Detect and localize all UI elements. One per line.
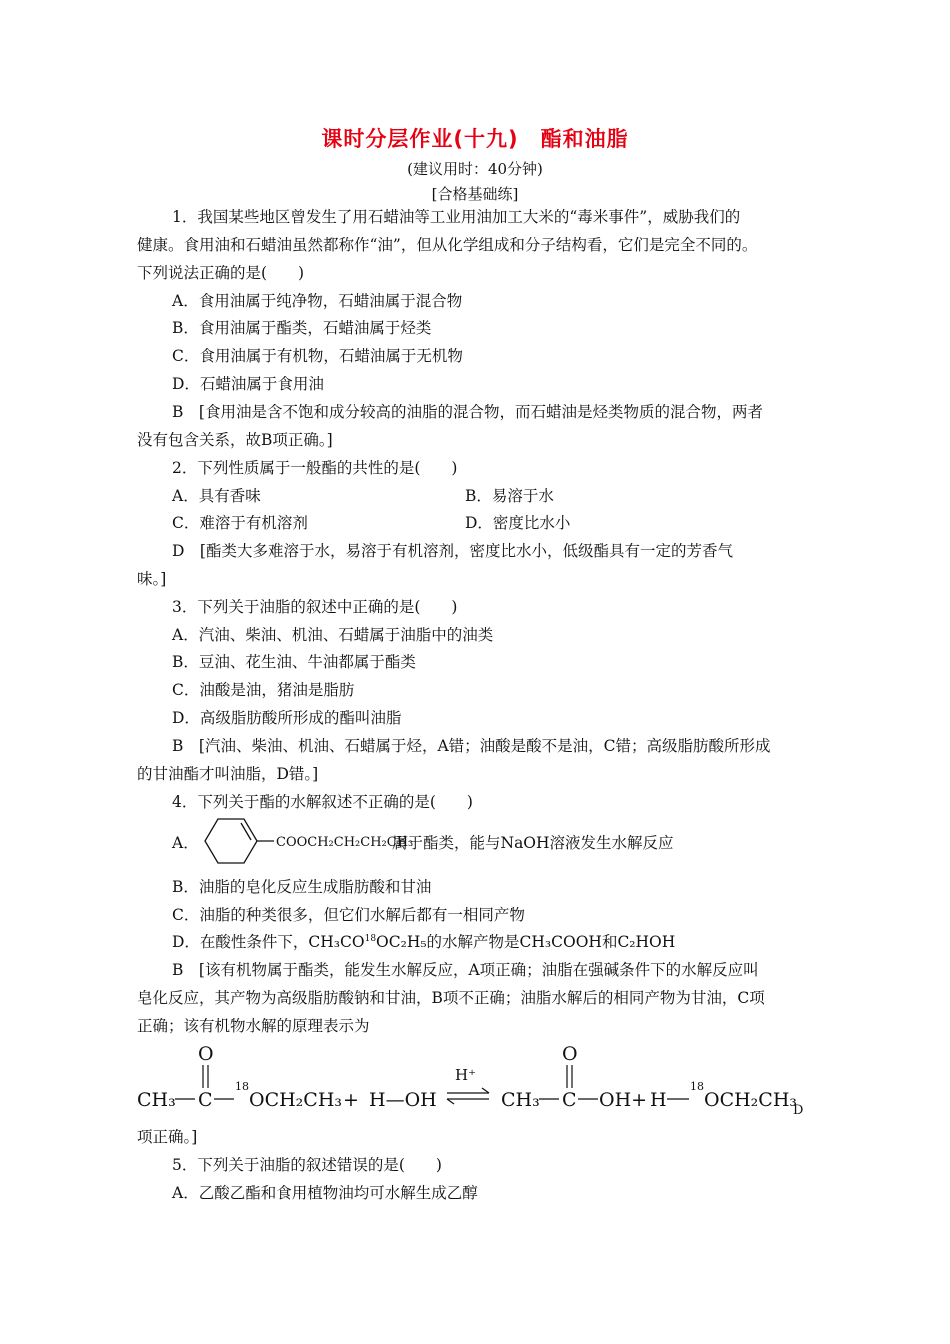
q3-option-d: D．高级脂肪酸所形成的酯叫油脂 <box>172 709 402 727</box>
eq-catalyst: H⁺ <box>455 1066 476 1084</box>
q3-option-b: B．豆油、花生油、牛油都属于酯类 <box>172 653 416 671</box>
q3-option-a: A．汽油、柴油、机油、石蜡属于油脂中的油类 <box>172 626 494 644</box>
q1-stem-line3: 下列说法正确的是( ) <box>137 264 305 282</box>
q4-option-b: B．油脂的皂化反应生成脂肪酸和甘油 <box>172 878 432 896</box>
q4-option-a-formula: COOCH₂CH₂CH₂CH₃ <box>276 835 414 850</box>
q4-answer-line3: 正确；该有机物水解的原理表示为 <box>137 1017 370 1035</box>
q5-option-a: A．乙酸乙酯和食用植物油均可水解生成乙醇 <box>172 1184 478 1202</box>
eq-right-h: H <box>650 1089 667 1111</box>
q1-stem-line2: 健康。食用油和石蜡油虽然都称作“油”，但从化学组成和分子结构看，它们是完全不同的。 <box>137 236 758 254</box>
q2-stem: 2．下列性质属于一般酯的共性的是( ) <box>172 459 458 477</box>
q2-answer-line2: 味。] <box>137 570 167 588</box>
eq-plus: + <box>343 1089 359 1111</box>
q1-stem-line1: 1．我国某些地区曾发生了用石蜡油等工业用油加工大米的“毒米事件”，威胁我们的 <box>172 208 741 226</box>
eq-left-c: C <box>198 1089 213 1111</box>
cyclohexene-ring-icon <box>198 817 276 865</box>
q2-option-d: D．密度比水小 <box>465 514 571 532</box>
eq-water: H—OH <box>369 1089 437 1111</box>
eq-right-och2ch3: OCH₂CH₃ <box>704 1089 798 1111</box>
q4-option-d-isotope: 18 <box>364 933 377 944</box>
q5-stem: 5．下列关于油脂的叙述错误的是( ) <box>172 1156 442 1174</box>
q3-answer-line2: 的甘油酯才叫油脂，D错。] <box>137 765 319 783</box>
eq-right-isotope: 18 <box>690 1080 704 1093</box>
q1-answer-line2: 没有包含关系，故B项正确。] <box>137 431 333 449</box>
page-title: 课时分层作业(十九) 酯和油脂 <box>321 127 629 151</box>
q4-answer-end: 项正确。] <box>137 1128 198 1146</box>
q4-option-a-text: 属于酯类，能与NaOH溶液发生水解反应 <box>392 834 674 852</box>
q1-option-d: D．石蜡油属于食用油 <box>172 375 324 393</box>
eq-left-o: O <box>198 1043 214 1065</box>
eq-right-oh: OH+ <box>599 1089 648 1111</box>
q4-option-d-prefix: D．在酸性条件下，CH₃CO <box>172 933 365 951</box>
q1-option-a: A．食用油属于纯净物，石蜡油属于混合物 <box>172 292 463 310</box>
eq-left-och2ch3: OCH₂CH₃ <box>249 1089 343 1111</box>
q4-option-a-label: A． <box>172 834 199 852</box>
forward-arrow-icon <box>482 1088 489 1093</box>
section-heading: [合格基础练] <box>431 185 519 203</box>
q4-stem: 4．下列关于酯的水解叙述不正确的是( ) <box>172 793 473 811</box>
q2-answer-line1: D [酯类大多难溶于水，易溶于有机溶剂，密度比水小，低级酯具有一定的芳香气 <box>172 542 733 560</box>
q2-option-c: C．难溶于有机溶剂 <box>172 514 308 532</box>
eq-left-ch3: CH₃ <box>137 1089 176 1111</box>
q2-option-a: A．具有香味 <box>172 487 261 505</box>
q3-option-c: C．油酸是油，猪油是脂肪 <box>172 681 355 699</box>
reverse-arrow-icon <box>447 1099 454 1104</box>
q1-option-c: C．食用油属于有机物，石蜡油属于无机物 <box>172 347 463 365</box>
hydrolysis-equation <box>137 1040 817 1120</box>
eq-left-isotope: 18 <box>235 1080 249 1093</box>
time-hint: (建议用时：40分钟) <box>407 160 543 178</box>
eq-trailing-d: D <box>793 1103 804 1118</box>
eq-right-ch3: CH₃ <box>501 1089 540 1111</box>
q2-option-b: B．易溶于水 <box>465 487 554 505</box>
q3-stem: 3．下列关于油脂的叙述中正确的是( ) <box>172 598 458 616</box>
q4-option-d <box>172 932 675 952</box>
q4-answer-line1: B [该有机物属于酯类，能发生水解反应，A项正确；油脂在强碱条件下的水解反应叫 <box>172 961 759 979</box>
q3-answer-line1: B [汽油、柴油、机油、石蜡属于烃，A错；油酸是酸不是油，C错；高级脂肪酸所形成 <box>172 737 771 755</box>
eq-right-c: C <box>562 1089 577 1111</box>
q4-option-d-rest: OC₂H₅的水解产物是CH₃COOH和C₂HOH <box>376 933 676 951</box>
q1-option-b: B．食用油属于酯类，石蜡油属于烃类 <box>172 319 432 337</box>
q1-answer-line1: B [食用油是含不饱和成分较高的油脂的混合物，而石蜡油是烃类物质的混合物，两者 <box>172 403 763 421</box>
q4-answer-line2: 皂化反应，其产物为高级脂肪酸钠和甘油，B项不正确；油脂水解后的相同产物为甘油，C项 <box>137 989 765 1007</box>
eq-right-o: O <box>562 1043 578 1065</box>
q4-option-c: C．油脂的种类很多，但它们水解后都有一相同产物 <box>172 906 525 924</box>
